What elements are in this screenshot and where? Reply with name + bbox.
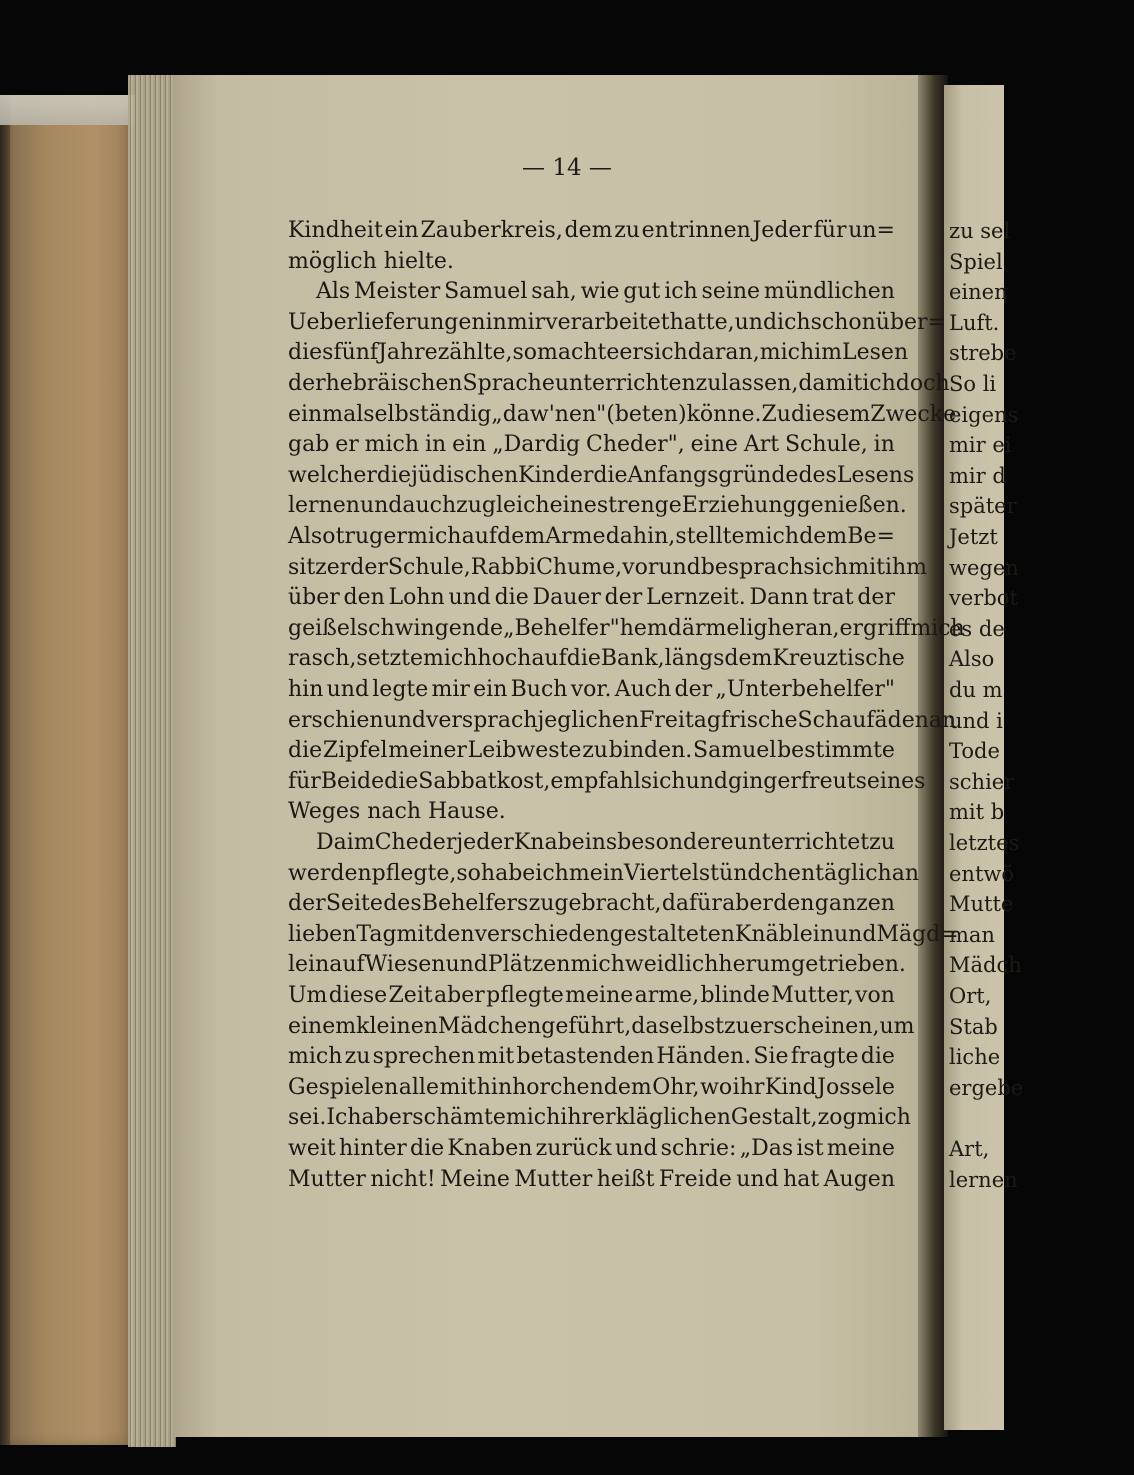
facing-page-line: man [949,922,995,947]
facing-page-line: Tode [949,739,1000,764]
facing-page-line: mit b [949,800,1005,825]
book-cover-edge [0,95,135,1445]
page-number: — 14 — [522,155,612,181]
text-line: sei. Ich aber schämte mich ihrer kläglichen Gestalt, zog mich [288,1105,911,1131]
text-line: Um diese Zeit aber pflegte meine arme, blinde Mutter, von [288,983,895,1008]
facing-page-line: es de [949,616,1005,641]
facing-page-line: mir d [949,463,1006,488]
text-line: erschien und versprach jeglichen Freitag frische Schaufäden an [288,707,957,733]
text-line: lieben Tag mit den verschieden gestalteten Knäblein und Mägd= [288,921,959,947]
text-line: für Beide die Sabbatkost, empfahl sich und ging erfreut seines [288,768,926,794]
facing-page-line: Also [949,647,995,672]
text-line: Da im Cheder jeder Knabe insbesondere unterrichtet zu [316,830,895,855]
text-line: der Seite des Behelfers zugebracht, dafür aber den ganzen [288,891,895,917]
text-line: gab er mich in ein „Dardig Cheder", eine Art Schule, in [288,432,895,458]
facing-page-line: mir ei [949,433,1012,458]
text-line: Gespielen alle mit hinhorchendem Ohr, wo ihr Kind Jossele [288,1074,895,1100]
text-line: Also trug er mich auf dem Arme dahin, stellte mich dem Be= [288,524,895,549]
text-line: über den Lohn und die Dauer der Lernzeit. Dann trat der [288,585,895,611]
facing-page-line: liche [949,1045,1001,1070]
facing-page-line: ergebe [949,1075,1024,1100]
facing-page-line: und i [949,708,1003,733]
facing-page-line: eigens [949,402,1019,427]
facing-page-line: wegen [949,555,1019,580]
facing-page-line: entwö [949,861,1015,886]
facing-page-line: Art, [949,1137,990,1161]
text-line: Mutter nicht! Meine Mutter heißt Freide und hat Augen [288,1166,895,1192]
text-line: einem kleinen Mädchen geführt, daselbst zu erscheinen, um [288,1013,915,1039]
text-line: der hebräischen Sprache unterrichten zu lassen, damit ich doch [288,371,950,396]
text-line: sitzer der Schule, Rabbi Chume, vor und besprach sich mit ihm [288,554,928,580]
text-line: Als Meister Samuel sah, wie gut ich seine mündlichen [316,279,895,305]
text-line: rasch, setzte mich hoch auf die Bank, längs dem Kreuztische [288,646,905,672]
text-line: mich zu sprechen mit betastenden Händen. Sie fragte die [288,1044,895,1070]
page-stack-edges [128,75,176,1447]
text-line: welcher die jüdischen Kinder die Anfangsgründe des Lesens [288,462,915,488]
facing-page-line: strebe [949,341,1017,366]
facing-page-line: Stab [949,1014,998,1039]
facing-page-line: Mädch [949,953,1022,978]
facing-page-line: Spiel [949,249,1003,274]
facing-page-line: verbot [949,586,1018,611]
text-line: Kindheit ein Zauberkreis, dem zu entrinnen Jeder für un= [288,218,895,243]
text-line: hin und legte mir ein Buch vor. Auch der „Unterbehelfer" [288,677,895,702]
facing-page-line: Jetzt [949,525,998,549]
facing-page-line: Mutte [949,892,1014,917]
text-line: dies fünf Jahre zählte, so machte er sich daran, mich im Lesen [288,340,909,366]
text-line: die Zipfel meiner Leibweste zu binden. Samuel bestimmte [288,738,895,764]
facing-page-line: du m [949,678,1003,702]
text-line: werden pflegte, so habe ich mein Viertelstündchen täglich an [288,860,920,886]
text-line: Weges nach Hause. [288,799,506,825]
facing-page-line: später [949,494,1017,519]
facing-page-line: Luft. [949,310,1000,335]
text-line: weit hinter die Knaben zurück und schrie: „Das ist meine [288,1136,895,1161]
facing-page-line: zu sel [949,219,1011,243]
facing-page-line: lernen [949,1167,1018,1192]
facing-page-line: schier [949,769,1015,794]
book-spine [0,95,10,1445]
facing-page-line: Ort, [949,984,992,1008]
cover-top-band [0,95,135,125]
text-line: möglich hielte. [288,248,454,274]
text-line: lein auf Wiesen und Plätzen mich weidlich herumgetrieben. [288,952,906,978]
text-line: Ueberlieferungen in mir verarbeitet hatte, und ich schon über= [288,309,947,335]
text-line: lernen und auch zugleich eine strenge Erziehung genießen. [288,493,907,519]
facing-page-line: So li [949,372,997,396]
text-line: einmal selbständig „daw'nen" (beten) könne. Zu diesem Zwecke [288,401,957,427]
facing-page-line: letztes [949,831,1020,855]
facing-page-line: einen [949,280,1008,305]
text-line: geißelschwingende „Behelfer" hemdärmelig heran, ergriff mich [288,615,965,641]
